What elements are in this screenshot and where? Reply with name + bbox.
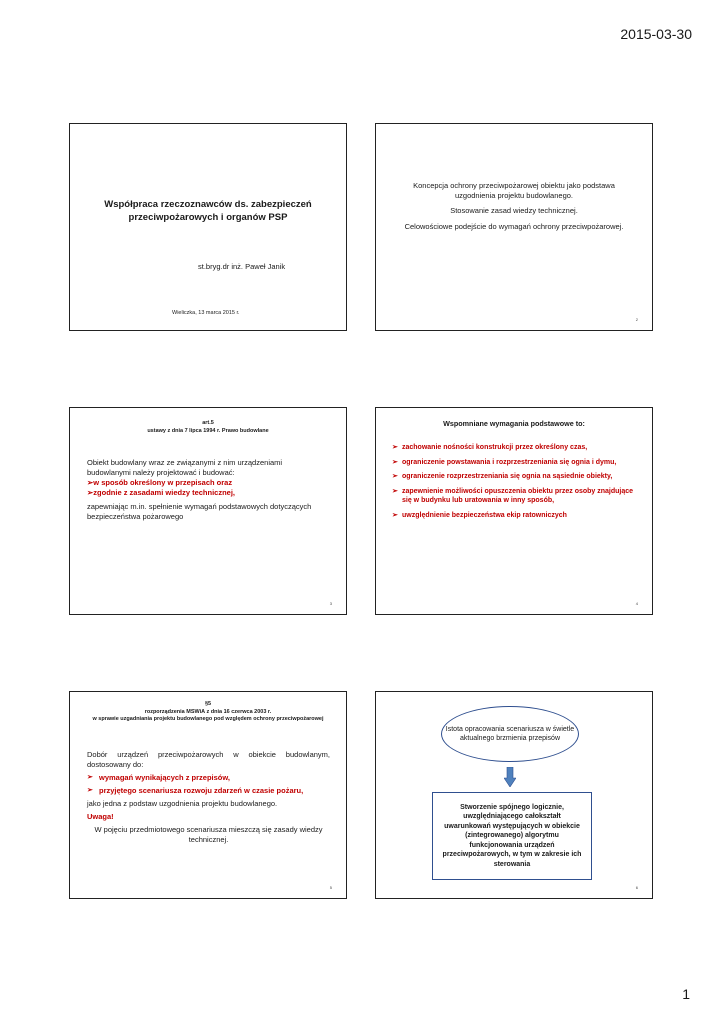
slide-2-line: Celowościowe podejście do wymagań ochrony przeciwpożarowej. <box>404 221 624 231</box>
slide-1-title: Współpraca rzeczoznawców ds. zabezpieczeń przeciwpożarowych i organów PSP <box>104 199 312 223</box>
slide-5-heading-line: rozporządzenia MSWiA z dnia 16 czerwca 2003 r. <box>144 708 272 715</box>
slide-number: 5 <box>329 885 332 890</box>
slide-4-list <box>392 443 642 525</box>
slide-5-warning: Uwaga! <box>87 812 114 821</box>
slide-5-paragraph: W pojęciu przedmiotowego scenariusza mieszczą się zasady wiedzy technicznej. <box>94 825 323 844</box>
slide-4-heading: Wspomniane wymagania podstawowe to: <box>443 419 585 428</box>
slide-5-paragraph: Dobór urządzeń przeciwpożarowych w obiekcie budowlanym, dostosowany do: <box>87 750 330 769</box>
slide-6-ellipse-text: Istota opracowania scenariusza w świetle aktualnego brzmienia przepisów <box>445 726 575 742</box>
slide-1-place-date: Wieliczka, 13 marca 2015 r. <box>172 310 240 316</box>
list-item <box>392 443 642 453</box>
arrow-bullet-icon: ➢ <box>87 774 93 781</box>
slide-5-heading-line: §5 <box>204 701 212 707</box>
arrow-bullet-icon: ➢ <box>392 473 398 480</box>
arrow-bullet-icon: ➢ <box>392 511 398 519</box>
slide-2-line: Koncepcja ochrony przeciwpożarowej obiektu jako podstawa uzgodnienia projektu budowlanego. <box>413 181 615 200</box>
list-item <box>392 511 642 521</box>
slide-6-box <box>432 792 592 880</box>
slide-5-bullet-text: przyjętego scenariusza rozwoju zdarzeń w czasie pożaru, <box>99 786 304 795</box>
slide-3-heading <box>80 419 336 435</box>
slide-number: 2 <box>635 317 638 322</box>
arrow-bullet-icon: ➢ <box>392 458 398 466</box>
slide-5-bullet <box>87 786 330 796</box>
slide-3-paragraph: Obiekt budowlany wraz ze związanymi z nim urządzeniami budowlanymi należy projektować i budować: <box>87 458 283 477</box>
slide-3-heading-line: ustawy z dnia 7 lipca 1994 r. Prawo budowlane <box>147 428 269 434</box>
down-arrow-icon <box>504 767 516 787</box>
list-item-text: ograniczenie powstawania i rozprzestrzeniania się ognia i dymu, <box>402 458 617 466</box>
list-item <box>392 472 642 482</box>
slide-5-body <box>87 750 330 848</box>
slide-3 <box>69 407 347 615</box>
slide-number: 3 <box>329 601 332 606</box>
slide-3-body <box>87 458 326 522</box>
list-item-text: zapewnienie możliwości opuszczenia obiektu przez osoby znajdujące się w budynku lub uratowania w inny sposób, <box>402 487 634 504</box>
slide-number: 4 <box>635 601 638 606</box>
slide-3-heading-line: art.5 <box>202 420 214 426</box>
list-item-text: uwzględnienie bezpieczeństwa ekip ratowniczych <box>402 511 567 519</box>
list-item-text: ograniczenie rozprzestrzeniania się ognia na sąsiednie obiekty, <box>402 473 613 480</box>
slide-3-bullet <box>87 488 326 498</box>
slide-6-box-text: Stworzenie spójnego logicznie, uwzględniającego całokształt uwarunkowań występujących w obiekcie (zintegrowanego) algorytmu funkcjonowania urządzeń przeciwpożarowych, w tym w zakresie ich sterowania <box>442 803 582 868</box>
slide-1 <box>69 123 347 331</box>
slide-1-author: st.bryg.dr inż. Paweł Janik <box>198 262 286 271</box>
slide-2-line: Stosowanie zasad wiedzy technicznej. <box>450 206 578 215</box>
slide-3-bullet <box>87 478 326 488</box>
slide-6-ellipse <box>441 706 579 762</box>
arrow-bullet-icon: ➢ <box>87 488 94 497</box>
arrow-bullet-icon: ➢ <box>392 487 398 495</box>
page-date: 2015-03-30 <box>620 26 692 42</box>
slide-5-bullet-text: wymagań wynikających z przepisów, <box>99 773 231 782</box>
list-item-text: zachowanie nośności konstrukcji przez określony czas, <box>402 444 588 451</box>
slide-5-paragraph: jako jedna z podstaw uzgodnienia projektu budowlanego. <box>87 799 278 808</box>
slide-3-bullet-text: w sposób określony w przepisach oraz <box>93 478 233 487</box>
slide-number: 6 <box>635 885 638 890</box>
arrow-bullet-icon: ➢ <box>392 444 398 451</box>
slide-2-body <box>396 181 632 237</box>
slide-5-heading <box>80 701 336 724</box>
slide-3-bullet-text: zgodnie z zasadami wiedzy technicznej, <box>93 488 235 497</box>
slide-2 <box>375 123 653 331</box>
arrow-bullet-icon: ➢ <box>87 478 94 487</box>
list-item <box>392 487 642 506</box>
slide-6 <box>375 691 653 899</box>
slide-4 <box>375 407 653 615</box>
slide-5-heading-line: w sprawie uzgadniania projektu budowlanego pod względem ochrony przeciwpożarowej <box>92 716 324 722</box>
arrow-bullet-icon: ➢ <box>87 787 93 794</box>
slide-5-bullet <box>87 773 330 783</box>
list-item <box>392 458 642 468</box>
slide-3-paragraph: zapewniając m.in. spełnienie wymagań podstawowych dotyczących bezpieczeństwa pożarowego <box>87 502 312 521</box>
slide-5 <box>69 691 347 899</box>
page-number: 1 <box>682 986 690 1002</box>
